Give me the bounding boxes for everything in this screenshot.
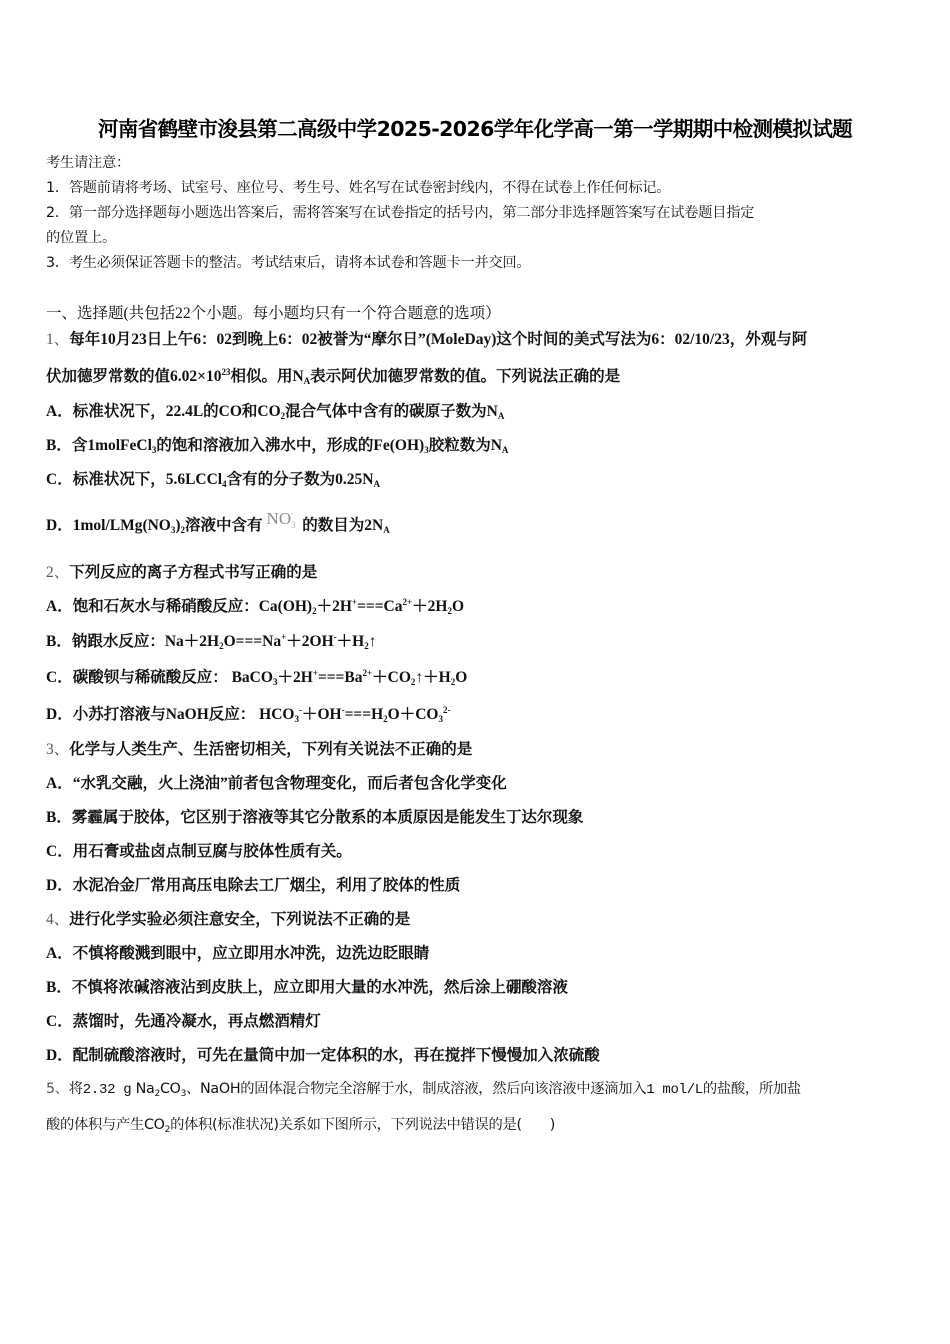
- notice-item-2-cont: 的位置上。: [46, 230, 116, 246]
- section-heading: 一、选择题(共包括22个小题。每小题均只有一个符合题意的选项）: [46, 305, 501, 322]
- page-title: 河南省鹤壁市浚县第二高级中学2025-2026学年化学高一第一学期期中检测模拟试题: [97, 117, 853, 141]
- question-4-option-b: B．不慎将浓碱溶液沾到皮肤上，应立即用大量的水冲洗，然后涂上硼酸溶液: [46, 979, 568, 996]
- question-3-stem: 3、化学与人类生产、生活密切相关，下列有关说法不正确的是: [46, 741, 473, 758]
- notice-item-3: 3．考生必须保证答题卡的整洁。考试结束后，请将本试卷和答题卡一并交回。: [46, 255, 531, 271]
- question-2-option-c: C．碳酸钡与稀硫酸反应： $BaCO_3+2H^+===Ba^{2+}+CO_2↑+H_2O$: [46, 668, 468, 687]
- question-number: 1、: [46, 331, 70, 348]
- nitrate-ion-formula: $NO_3^-$: [266, 509, 296, 530]
- notice-heading: 考生请注意：: [46, 155, 130, 171]
- question-4-option-d: D．配制硫酸溶液时，可先在量筒中加一定体积的水，再在搅拌下慢慢加入浓硫酸: [46, 1047, 600, 1064]
- question-5-stem-line1: 5、将2.32 g $Na_2CO_3$、NaOH的固体混合物完全溶解于水，制成溶液，然后向该溶液中逐滴加入1 mol/L的盐酸，所加盐: [46, 1081, 801, 1099]
- question-1-stem-line1: 1、每年10月23日上午6：02到晚上6：02被誉为“摩尔日”(MoleDay)这个时间的美式写法为6：02/10/23，外观与阿: [46, 331, 808, 348]
- question-1-stem-line2: 伏加德罗常数的值$6.02\times 10^{23}$相似。用$N_A$表示阿伏加德罗常数的值。下列说法正确的是: [46, 367, 621, 386]
- question-2-option-b: B．钠跟水反应：$Na+2H_2O===Na^++2OH^-+H_2↑$: [46, 632, 377, 651]
- question-1-option-c: C．标准状况下，5.6LCCl$_4$含有的分子数为$0.25N_A$: [46, 471, 380, 489]
- question-4-stem: 4、进行化学实验必须注意安全，下列说法不正确的是: [46, 911, 411, 928]
- question-1-option-d: D．$1mol/LMg(NO_3)_2$溶液中含有 $NO_3^-$的数目为$2N_A$: [46, 509, 390, 535]
- question-1-option-b: B．含1molFeCl$_3$的饱和溶液加入沸水中，形成的$Fe(OH)_3$胶粒数为$N_A$: [46, 437, 509, 455]
- question-3-option-c: C．用石膏或盐卤点制豆腐与胶体性质有关。: [46, 843, 352, 860]
- question-5-stem-line2: 酸的体积与产生$CO_2$的体积(标准状况)关系如下图所示，下列说法中错误的是( ): [46, 1117, 556, 1135]
- question-3-option-d: D．水泥冶金厂常用高压电除去工厂烟尘，利用了胶体的性质: [46, 877, 461, 894]
- question-4-option-c: C．蒸馏时，先通冷凝水，再点燃酒精灯: [46, 1013, 321, 1030]
- notice-item-1: 1．答题前请将考场、试室号、座位号、考生号、姓名写在试卷密封线内，不得在试卷上作任何标记。: [46, 180, 671, 196]
- notice-item-2: 2．第一部分选择题每小题选出答案后，需将答案写在试卷指定的括号内，第二部分非选择题答案写在试卷题目指定: [46, 205, 755, 221]
- question-3-option-a: A．“水乳交融，火上浇油”前者包含物理变化，而后者包含化学变化: [46, 775, 507, 792]
- question-3-option-b: B．雾霾属于胶体，它区别于溶液等其它分散系的本质原因是能发生丁达尔现象: [46, 809, 584, 826]
- question-2-stem: 2、下列反应的离子方程式书写正确的是: [46, 564, 318, 581]
- question-1-option-a: A．标准状况下，22.4L的CO和$CO_2$混合气体中含有的碳原子数为$N_A$: [46, 403, 505, 421]
- question-4-option-a: A．不慎将酸溅到眼中，应立即用水冲洗，边洗边眨眼睛: [46, 945, 430, 962]
- question-2-option-d: D．小苏打溶液与NaOH反应： $HCO_3^-+OH^-===H_2O+CO_3^{2-}$: [46, 705, 451, 724]
- question-2-option-a: A．饱和石灰水与稀硝酸反应：$Ca(OH)_2+2H^+===Ca^{2+}+2H_2O$: [46, 597, 465, 616]
